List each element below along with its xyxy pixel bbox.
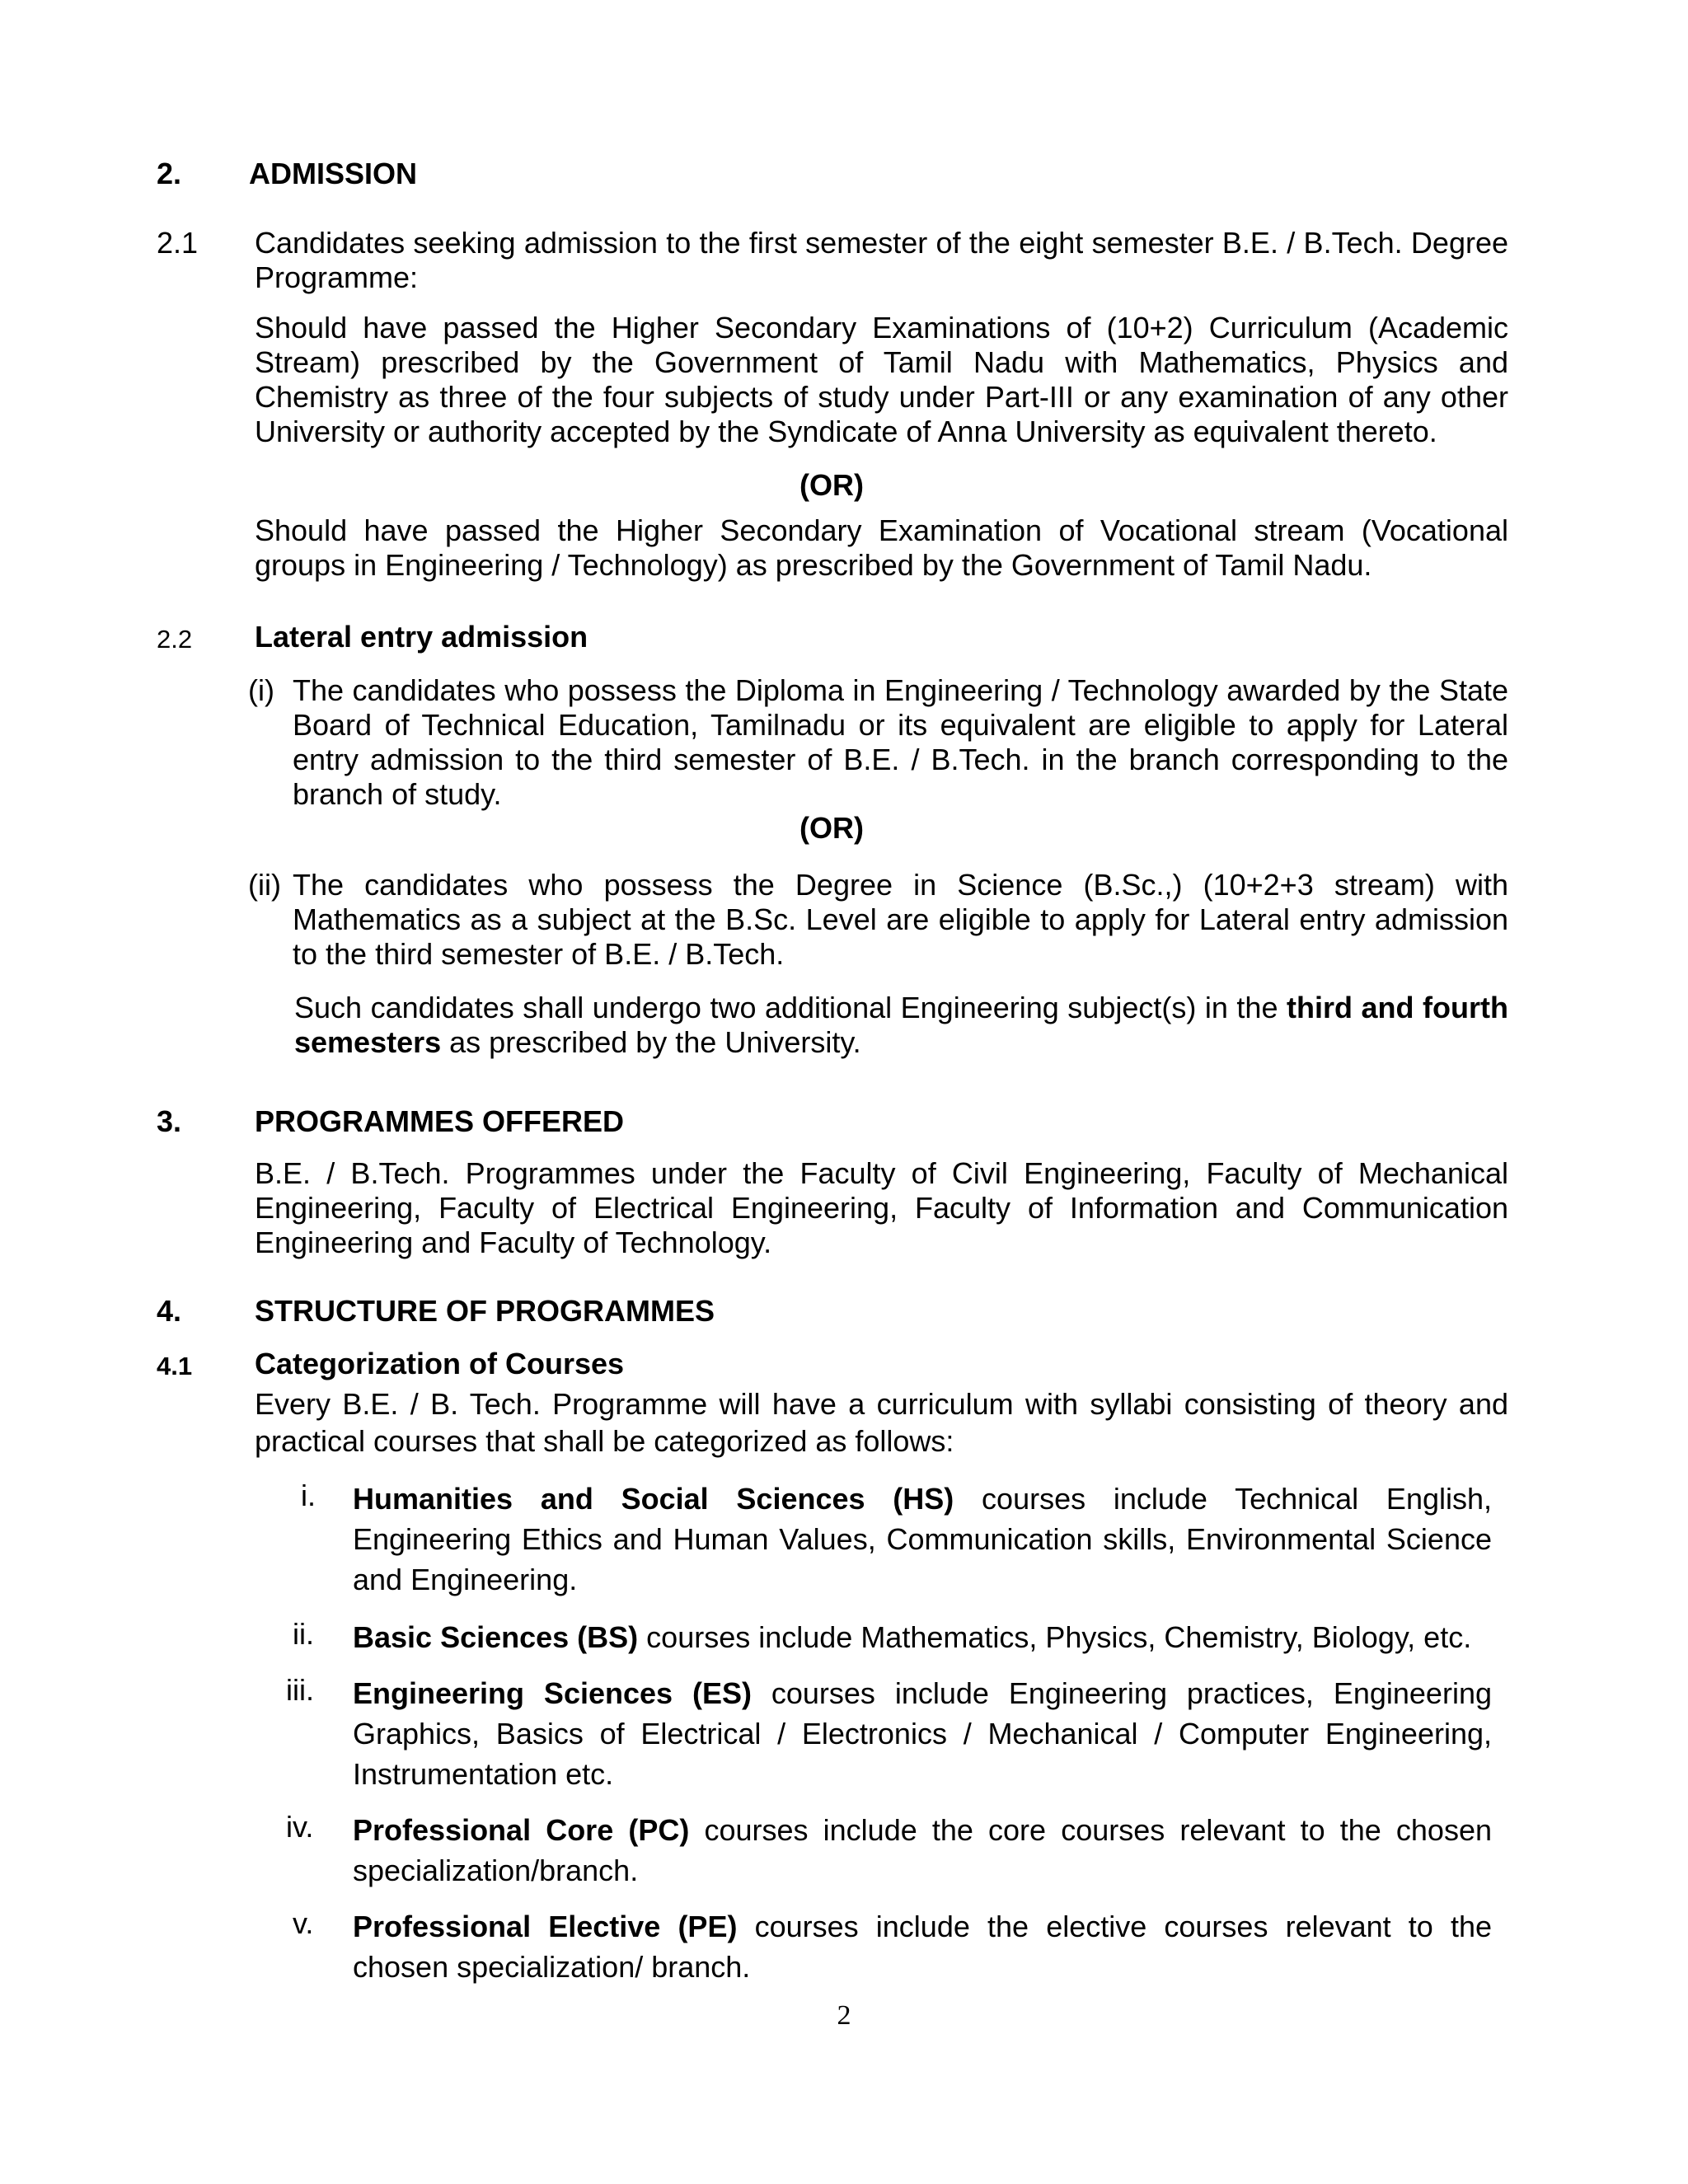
or-separator-1: (OR) [799, 468, 864, 502]
lateral-item-2-marker: (ii) [248, 868, 281, 902]
or-separator-2: (OR) [799, 811, 864, 845]
category-item-3-label: Engineering Sciences (ES) [353, 1676, 752, 1710]
section-2-number: 2. [157, 157, 182, 190]
category-item-3-marker: iii. [286, 1673, 314, 1707]
category-item-4-label: Professional Core (PC) [353, 1813, 690, 1847]
section-3-text: B.E. / B.Tech. Programmes under the Faculty of Civil Engineering, Faculty of Mechanical Engineering, Faculty of Electrical Engineering, Faculty of Information and Communication Engineering and Faculty of Technology. [255, 1156, 1508, 1259]
note-text-post: as prescribed by the University. [441, 1025, 861, 1059]
section-2-1-intro: Candidates seeking admission to the first semester of the eight semester B.E. / B.Tech. Degree Programme: [255, 226, 1508, 294]
section-2-1-para-2: Should have passed the Higher Secondary Examination of Vocational stream (Vocational groups in Engineering / Technology) as prescribed by the Government of Tamil Nadu. [255, 513, 1508, 582]
section-2-1-number: 2.1 [157, 226, 199, 260]
section-4-1-number: 4.1 [157, 1352, 193, 1380]
category-item-4-text: courses include the core courses relevant to the chosen specialization/branch. [353, 1813, 1492, 1887]
category-item-5 [353, 1906, 1492, 1987]
section-2-2-title: Lateral entry admission [255, 620, 588, 654]
section-4-number: 4. [157, 1294, 182, 1328]
lateral-entry-note [294, 991, 1508, 1060]
category-item-2-marker: ii. [293, 1617, 314, 1651]
category-item-2-label: Basic Sciences (BS) [353, 1620, 639, 1654]
category-item-3 [353, 1673, 1492, 1794]
section-2-1-para-1: Should have passed the Higher Secondary Examinations of (10+2) Curriculum (Academic Stream) prescribed by the Government of Tamil Nadu with Mathematics, Physics and Chemistry as three of the four subjects of study under Part-III or any examination of any other University or authority accepted by the Syndicate of Anna University as equivalent thereto. [255, 311, 1508, 448]
lateral-item-2-text: The candidates who possess the Degree in Science (B.Sc.,) (10+2+3 stream) with Mathematics as a subject at the B.Sc. Level are eligible to apply for Lateral entry admission to the third semester of B.E. / B.Tech. [293, 868, 1508, 971]
category-item-5-marker: v. [293, 1906, 314, 1940]
category-item-1-marker: i. [301, 1479, 316, 1512]
category-item-2-text: courses include Mathematics, Physics, Chemistry, Biology, etc. [638, 1620, 1472, 1654]
category-item-5-label: Professional Elective (PE) [353, 1910, 738, 1943]
page-number: 2 [837, 2000, 851, 2031]
category-item-1 [353, 1479, 1492, 1600]
category-item-4 [353, 1810, 1492, 1891]
category-item-5-text: courses include the elective courses relevant to the chosen specialization/ branch. [353, 1910, 1493, 1984]
lateral-item-1-marker: (i) [248, 673, 274, 707]
section-2-2-number: 2.2 [157, 625, 193, 654]
section-2-title: ADMISSION [249, 157, 418, 190]
note-text-pre: Such candidates shall undergo two additional Engineering subject(s) in the [294, 991, 1287, 1024]
section-4-title: STRUCTURE OF PROGRAMMES [255, 1294, 715, 1328]
section-3-title: PROGRAMMES OFFERED [255, 1104, 625, 1138]
section-4-1-title: Categorization of Courses [255, 1347, 625, 1380]
category-item-4-marker: iv. [286, 1810, 314, 1844]
category-item-2 [353, 1617, 1492, 1657]
category-item-1-label: Humanities and Social Sciences (HS) [353, 1482, 954, 1516]
note-text-bold: third and fourth semesters [294, 991, 1508, 1059]
lateral-item-1-text: The candidates who possess the Diploma in Engineering / Technology awarded by the State Board of Technical Education, Tamilnadu or its equivalent are eligible to apply for Lateral entry admission to the third semester of B.E. / B.Tech. in the branch corresponding to the branch of study. [293, 673, 1508, 811]
section-3-number: 3. [157, 1104, 182, 1138]
category-item-3-text: courses include Engineering practices, Engineering Graphics, Basics of Electrical / Electronics / Mechanical / Computer Engineering, Instrumentation etc. [353, 1676, 1492, 1791]
section-4-1-intro: Every B.E. / B. Tech. Programme will have a curriculum with syllabi consisting of theory and practical courses that shall be categorized as follows: [255, 1387, 1508, 1458]
category-item-1-text: courses include Technical English, Engineering Ethics and Human Values, Communication skills, Environmental Science and Engineering. [353, 1482, 1492, 1596]
